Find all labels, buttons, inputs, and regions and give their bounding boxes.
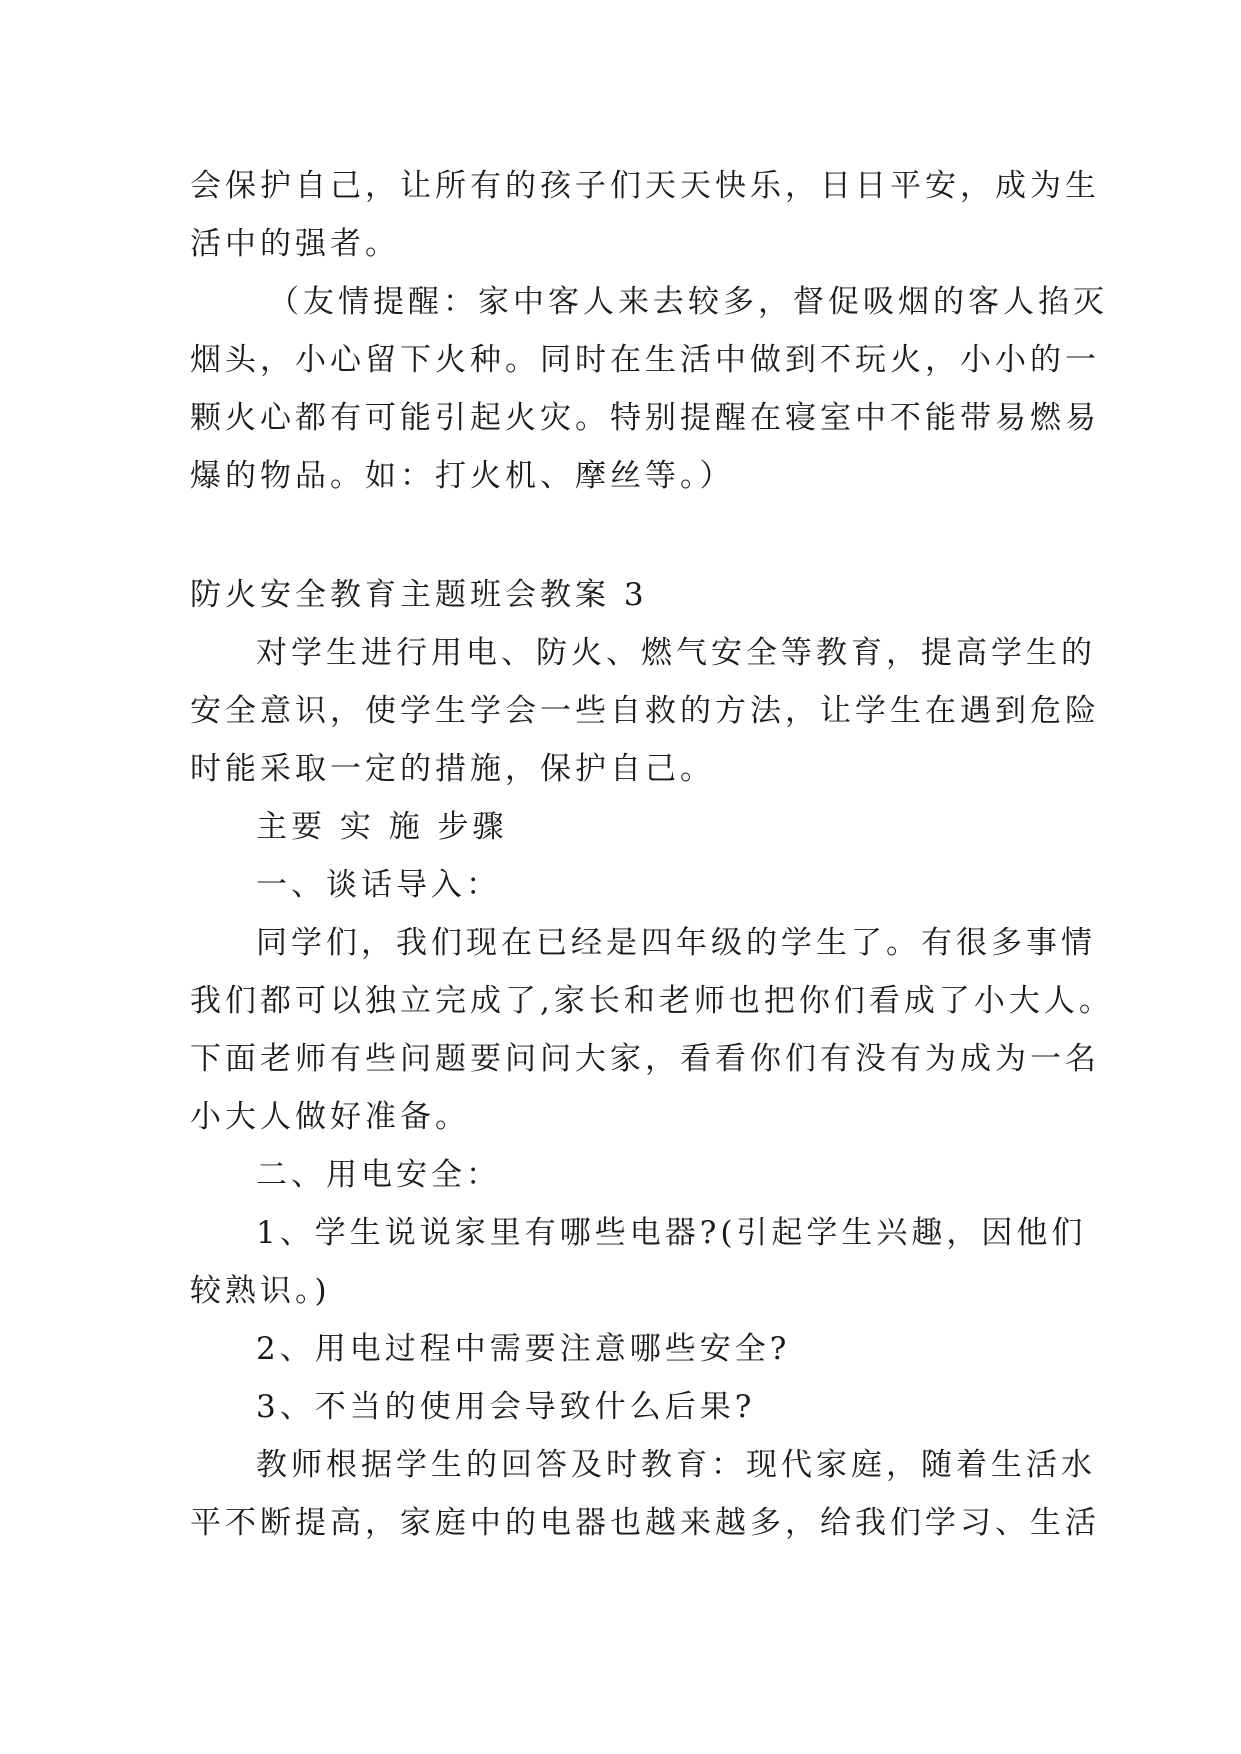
text-line: 同学们，我们现在已经是四年级的学生了。有很多事情 xyxy=(256,925,1096,961)
text-line: 活中的强者。 xyxy=(190,226,400,262)
text-line: 时能采取一定的措施，保护自己。 xyxy=(190,751,715,787)
text-line: 安全意识，使学生学会一些自救的方法，让学生在遇到危险 xyxy=(190,693,1100,729)
text-line: 烟头，小心留下火种。同时在生活中做到不玩火，小小的一 xyxy=(190,342,1100,378)
list-item: 3、不当的使用会导致什么后果? xyxy=(256,1389,756,1425)
text-line: 小大人做好准备。 xyxy=(190,1099,470,1135)
text-line: 我们都可以独立完成了,家长和老师也把你们看成了小大人。 xyxy=(190,983,1114,1019)
text-line: 爆的物品。如：打火机、摩丝等。） xyxy=(190,458,735,494)
text-line: 教师根据学生的回答及时教育：现代家庭，随着生活水 xyxy=(256,1447,1096,1483)
list-item: 2、用电过程中需要注意哪些安全? xyxy=(256,1331,791,1367)
reminder-paragraph: （友情提醒：家中客人来去较多，督促吸烟的客人掐灭 xyxy=(268,284,1108,320)
subheading: 一、谈话导入： xyxy=(256,867,501,903)
text-line: 会保护自己，让所有的孩子们天天快乐，日日平安，成为生 xyxy=(190,168,1100,204)
subheading: 主要 实 施 步骤 xyxy=(256,809,508,845)
text-line: 较熟识。) xyxy=(190,1273,331,1309)
text-line: 下面老师有些问题要问问大家，看看你们有没有为成为一名 xyxy=(190,1041,1100,1077)
list-item: 1、学生说说家里有哪些电器?(引起学生兴趣，因他们 xyxy=(256,1215,1087,1251)
text-line: 平不断提高，家庭中的电器也越来越多，给我们学习、生活 xyxy=(190,1505,1100,1541)
text-line: 对学生进行用电、防火、燃气安全等教育，提高学生的 xyxy=(256,635,1096,671)
section-title: 防火安全教育主题班会教案 3 xyxy=(190,577,648,613)
text-line: 颗火心都有可能引起火灾。特别提醒在寝室中不能带易燃易 xyxy=(190,400,1100,436)
subheading: 二、用电安全： xyxy=(256,1157,501,1193)
